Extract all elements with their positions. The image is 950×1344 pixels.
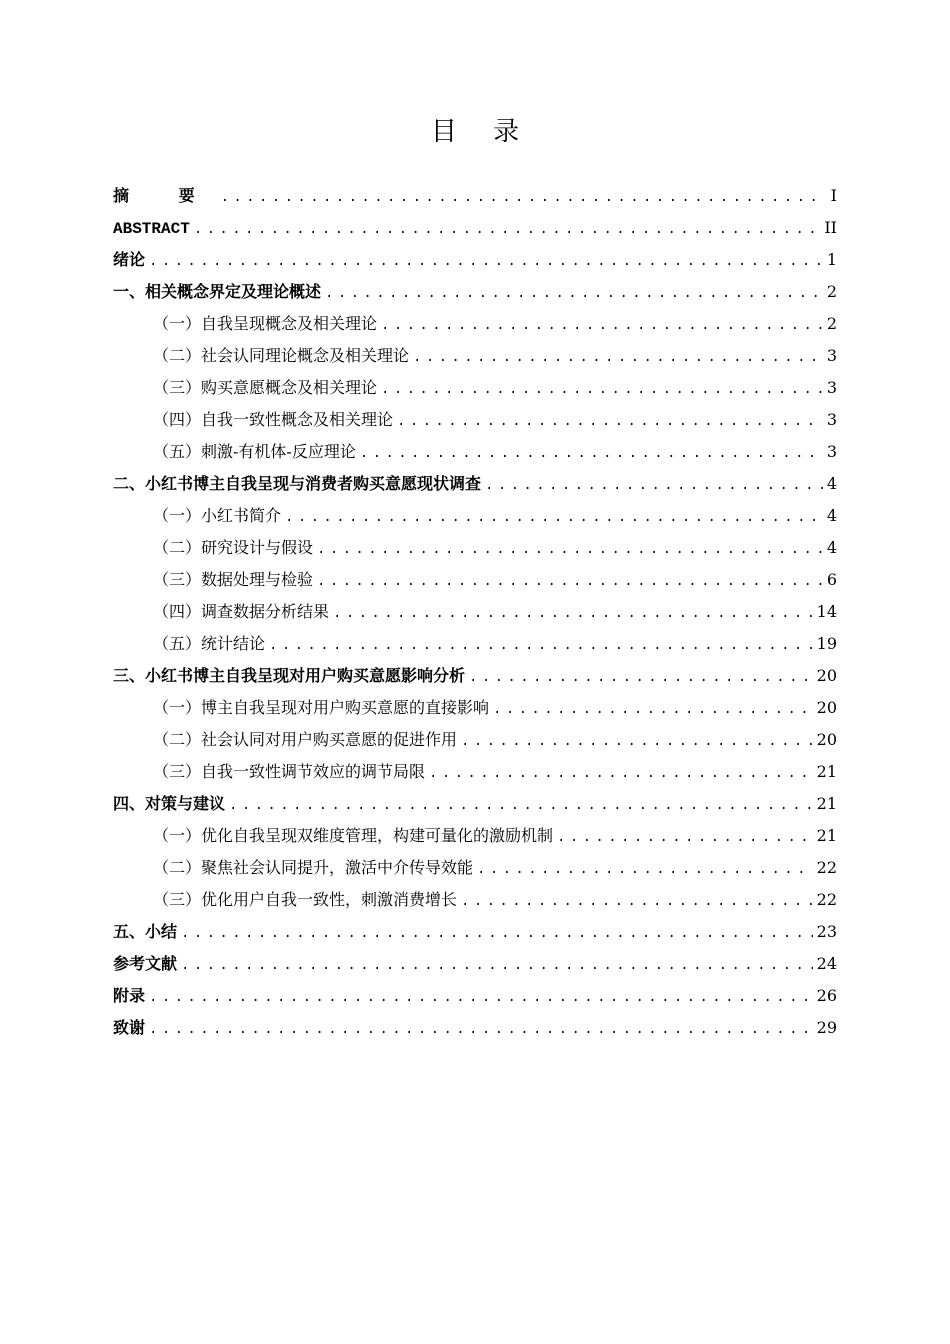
dot-leader bbox=[557, 822, 813, 854]
toc-entry[interactable] bbox=[113, 724, 837, 756]
toc-entry-title: 购买意愿概念及相关理论 bbox=[201, 378, 378, 397]
toc-entry[interactable] bbox=[113, 628, 837, 660]
toc-entry[interactable] bbox=[113, 596, 837, 628]
toc-entry[interactable] bbox=[113, 756, 837, 788]
dot-leader bbox=[413, 342, 823, 374]
toc-entry[interactable] bbox=[113, 980, 837, 1012]
toc-entry[interactable] bbox=[113, 788, 837, 820]
dot-leader bbox=[325, 278, 823, 310]
toc-entry-number: （五） bbox=[153, 634, 202, 653]
toc-entry-number: （一） bbox=[153, 826, 202, 845]
toc-entry-page-number: 23 bbox=[816, 922, 837, 941]
dot-leader bbox=[149, 1014, 813, 1046]
toc-entry-title: 小结 bbox=[145, 922, 178, 941]
toc-entry-title: 相关概念界定及理论概述 bbox=[145, 282, 322, 301]
dot-leader bbox=[397, 406, 823, 438]
toc-entry-title: 自我一致性概念及相关理论 bbox=[201, 410, 394, 429]
toc-entry-page-number: 4 bbox=[826, 506, 837, 525]
toc-entry-page-number: 2 bbox=[826, 314, 837, 333]
toc-entry-page-number: 21 bbox=[816, 794, 837, 813]
toc-entry-number: 五、 bbox=[113, 922, 146, 941]
toc-entry-number: （四） bbox=[153, 410, 202, 429]
toc-entry-number: （四） bbox=[153, 602, 202, 621]
toc-entry[interactable] bbox=[113, 372, 837, 404]
toc-entry-number: （一） bbox=[153, 314, 202, 333]
toc-entry-title: 小红书博主自我呈现对用户购买意愿影响分析 bbox=[145, 666, 466, 685]
toc-entry[interactable] bbox=[113, 884, 837, 916]
toc-entry-title: 致谢 bbox=[113, 1018, 146, 1037]
toc-entry-number: （二） bbox=[153, 538, 202, 557]
dot-leader bbox=[461, 726, 813, 758]
dot-leader bbox=[429, 758, 813, 790]
toc-entry[interactable] bbox=[113, 180, 837, 212]
toc-entry[interactable] bbox=[113, 212, 837, 244]
toc-entry-page-number: 3 bbox=[826, 346, 837, 365]
toc-entry-title: 数据处理与检验 bbox=[201, 570, 314, 589]
dot-leader bbox=[381, 374, 823, 406]
toc-entry-title: 小红书博主自我呈现与消费者购买意愿现状调查 bbox=[145, 474, 482, 493]
toc-entry-number: （五） bbox=[153, 442, 202, 461]
toc-entry-title: 优化自我呈现双维度管理，构建可量化的激励机制 bbox=[201, 826, 554, 845]
dot-leader bbox=[485, 470, 823, 502]
toc-entry-page-number: II bbox=[824, 218, 837, 237]
toc-entry-page-number: 20 bbox=[816, 666, 837, 685]
dot-leader bbox=[360, 438, 823, 470]
toc-entry[interactable] bbox=[113, 852, 837, 884]
toc-entry-page-number: 3 bbox=[826, 442, 837, 461]
toc-entry-page-number: 24 bbox=[816, 954, 837, 973]
toc-entry-number: （三） bbox=[153, 378, 202, 397]
dot-leader bbox=[194, 214, 821, 246]
toc-entry-page-number: 19 bbox=[816, 634, 837, 653]
toc-entry-title: 聚焦社会认同提升，激活中介传导效能 bbox=[201, 858, 474, 877]
toc-entry[interactable] bbox=[113, 244, 837, 276]
toc-entry-title: ABSTRACT bbox=[113, 220, 190, 238]
toc-entry-title: 优化用户自我一致性，刺激消费增长 bbox=[201, 890, 458, 909]
toc-entry-page-number: 20 bbox=[816, 730, 837, 749]
toc-entry[interactable] bbox=[113, 564, 837, 596]
dot-leader bbox=[221, 182, 823, 214]
toc-entry-number: （二） bbox=[153, 858, 202, 877]
toc-entry[interactable] bbox=[113, 436, 837, 468]
toc-title: 目 录 bbox=[430, 117, 534, 147]
dot-leader bbox=[285, 502, 823, 534]
toc-entry-page-number: 4 bbox=[826, 538, 837, 557]
toc-entry-page-number: 3 bbox=[826, 378, 837, 397]
toc-entry-number: 四、 bbox=[113, 794, 146, 813]
toc-entry[interactable] bbox=[113, 1012, 837, 1044]
dot-leader bbox=[269, 630, 813, 662]
toc-entry-title: 摘 要 bbox=[113, 186, 217, 205]
toc-entry-number: （一） bbox=[153, 506, 202, 525]
toc-entry[interactable] bbox=[113, 308, 837, 340]
toc-entry-page-number: I bbox=[830, 186, 837, 205]
toc-entry[interactable] bbox=[113, 404, 837, 436]
toc-entry-page-number: 21 bbox=[816, 826, 837, 845]
toc-entry[interactable] bbox=[113, 820, 837, 852]
toc-entry-title: 社会认同理论概念及相关理论 bbox=[201, 346, 410, 365]
toc-entry-page-number: 1 bbox=[826, 250, 837, 269]
toc-entry-title: 社会认同对用户购买意愿的促进作用 bbox=[201, 730, 458, 749]
dot-leader bbox=[477, 854, 813, 886]
toc-entry[interactable] bbox=[113, 276, 837, 308]
toc-entry-number: 二、 bbox=[113, 474, 146, 493]
toc-entry[interactable] bbox=[113, 692, 837, 724]
toc-entry[interactable] bbox=[113, 916, 837, 948]
toc-entry[interactable] bbox=[113, 340, 837, 372]
dot-leader bbox=[181, 918, 813, 950]
toc-entry-number: （二） bbox=[153, 346, 202, 365]
toc-entry-title: 小红书简介 bbox=[201, 506, 282, 525]
toc-entry[interactable] bbox=[113, 948, 837, 980]
toc-entry-title: 对策与建议 bbox=[145, 794, 226, 813]
toc-entry[interactable] bbox=[113, 660, 837, 692]
toc-entry[interactable] bbox=[113, 532, 837, 564]
table-of-contents bbox=[113, 180, 837, 1044]
toc-entry-number: （三） bbox=[153, 570, 202, 589]
dot-leader bbox=[493, 694, 813, 726]
toc-entry-page-number: 14 bbox=[816, 602, 837, 621]
dot-leader bbox=[149, 982, 813, 1014]
toc-entry[interactable] bbox=[113, 500, 837, 532]
toc-entry-number: 一、 bbox=[113, 282, 146, 301]
toc-entry-page-number: 2 bbox=[826, 282, 837, 301]
dot-leader bbox=[181, 950, 813, 982]
dot-leader bbox=[317, 566, 823, 598]
dot-leader bbox=[229, 790, 813, 822]
dot-leader bbox=[317, 534, 823, 566]
toc-entry-page-number: 29 bbox=[816, 1018, 837, 1037]
toc-entry-title: 附录 bbox=[113, 986, 146, 1005]
toc-entry-title: 自我呈现概念及相关理论 bbox=[201, 314, 378, 333]
toc-entry-title: 调查数据分析结果 bbox=[201, 602, 330, 621]
toc-entry[interactable] bbox=[113, 468, 837, 500]
toc-entry-page-number: 21 bbox=[816, 762, 837, 781]
dot-leader bbox=[149, 246, 823, 278]
toc-entry-page-number: 3 bbox=[826, 410, 837, 429]
toc-entry-title: 绪论 bbox=[113, 250, 146, 269]
toc-entry-page-number: 22 bbox=[816, 890, 837, 909]
toc-entry-title: 研究设计与假设 bbox=[201, 538, 314, 557]
toc-entry-number: （一） bbox=[153, 698, 202, 717]
dot-leader bbox=[381, 310, 823, 342]
dot-leader bbox=[469, 662, 813, 694]
toc-entry-page-number: 22 bbox=[816, 858, 837, 877]
toc-entry-title: 刺激-有机体-反应理论 bbox=[201, 442, 356, 461]
toc-entry-page-number: 20 bbox=[816, 698, 837, 717]
toc-entry-title: 自我一致性调节效应的调节局限 bbox=[201, 762, 426, 781]
toc-entry-number: （三） bbox=[153, 890, 202, 909]
toc-entry-title: 统计结论 bbox=[201, 634, 266, 653]
toc-entry-title: 博主自我呈现对用户购买意愿的直接影响 bbox=[201, 698, 490, 717]
toc-entry-title: 参考文献 bbox=[113, 954, 178, 973]
toc-entry-page-number: 6 bbox=[826, 570, 837, 589]
toc-entry-page-number: 4 bbox=[826, 474, 837, 493]
toc-entry-number: （二） bbox=[153, 730, 202, 749]
toc-entry-page-number: 26 bbox=[816, 986, 837, 1005]
toc-entry-number: （三） bbox=[153, 762, 202, 781]
toc-entry-number: 三、 bbox=[113, 666, 146, 685]
dot-leader bbox=[333, 598, 813, 630]
dot-leader bbox=[461, 886, 813, 918]
